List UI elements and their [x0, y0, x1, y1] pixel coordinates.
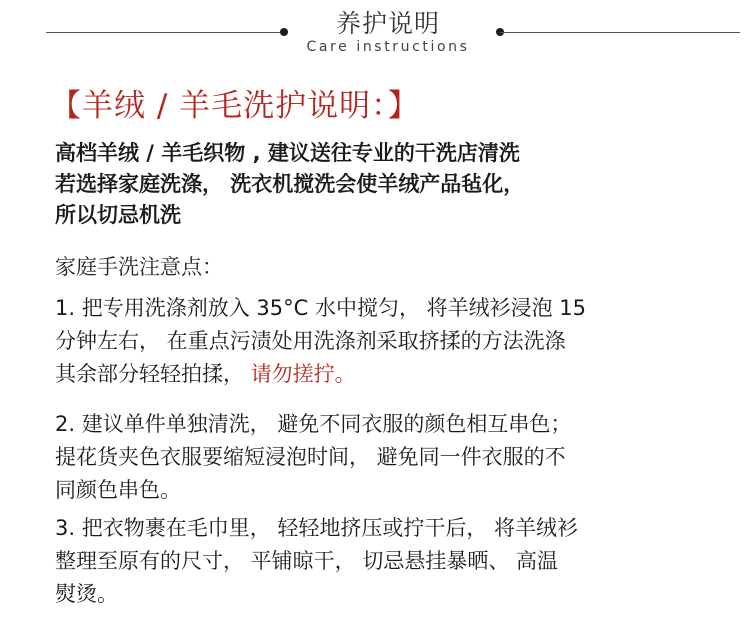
instruction-item-3	[55, 512, 578, 611]
care-heading: 【羊绒 / 羊毛洗护说明：】	[50, 88, 420, 124]
instruction-line: 3. 把衣物裹在毛巾里， 轻轻地挤压或拧干后， 将羊绒衫	[55, 516, 579, 540]
instruction-line: 整理至原有的尺寸， 平铺晾干， 切忌悬挂暴晒、 高温	[55, 549, 559, 573]
intro-line: 若选择家庭洗涤， 洗衣机搅洗会使羊绒产品毡化，	[55, 172, 525, 196]
instruction-line: 熨烫。	[55, 582, 118, 606]
instruction-line: 2. 建议单件单独清洗， 避免不同衣服的颜色相互串色；	[55, 412, 572, 436]
instruction-line: 同颜色串色。	[55, 478, 181, 502]
instruction-text: 其余部分轻轻拍揉，	[55, 362, 251, 386]
intro-line: 所以切忌机洗	[55, 203, 181, 227]
section-title: 养护说明	[335, 9, 440, 38]
section-subtitle: Care instructions	[306, 39, 470, 55]
section-header	[0, 0, 750, 62]
instruction-line: 1. 把专用洗涤剂放入 35°C 水中搅匀， 将羊绒衫浸泡 15	[55, 296, 587, 320]
intro-line: 高档羊绒 / 羊毛织物 , 建议送往专业的干洗店清洗	[55, 141, 520, 165]
hand-wash-subheading: 家庭手洗注意点：	[55, 255, 223, 279]
instruction-item-2	[55, 408, 571, 507]
divider-right	[500, 32, 740, 33]
instruction-line: 分钟左右， 在重点污渍处用洗涤剂采取挤揉的方法洗涤	[55, 329, 566, 353]
intro-paragraph	[55, 138, 524, 231]
instruction-line	[55, 358, 586, 391]
instruction-item-1	[55, 292, 586, 391]
instruction-line: 提花货夹色衣服要缩短浸泡时间， 避免同一件衣服的不	[55, 445, 566, 469]
warning-text: 请勿搓拧。	[250, 362, 356, 386]
